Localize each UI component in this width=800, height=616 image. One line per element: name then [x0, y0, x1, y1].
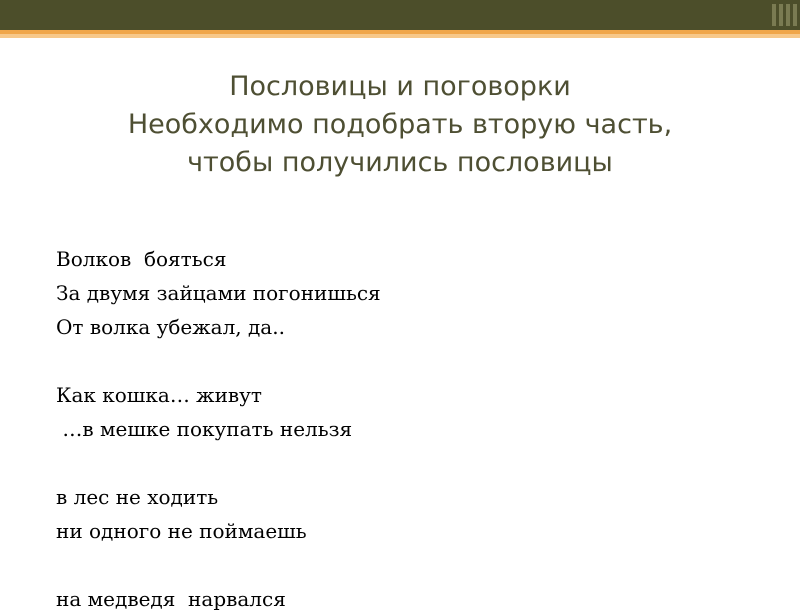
header-band [0, 0, 800, 30]
proverb-line: …в мешке покупать нельзя [56, 417, 353, 441]
proverb-line [56, 548, 756, 582]
slide-title [0, 68, 800, 182]
title-line: чтобы получились пословицы [187, 147, 613, 178]
proverb-line: Волков бояться [56, 247, 227, 271]
proverb-line [56, 344, 756, 378]
proverb-line [56, 446, 756, 480]
corner-stripes-decoration [770, 0, 800, 30]
title-line: Необходимо подобрать вторую часть, [127, 109, 673, 140]
proverb-list [56, 242, 756, 616]
proverb-line: За двумя зайцами погонишься [56, 281, 381, 305]
proverb-line: на медведя нарвался [56, 587, 286, 611]
accent-stripe-light [0, 34, 800, 38]
proverb-line: Как кошка… живут [56, 383, 262, 407]
title-line: Пословицы и поговорки [229, 71, 571, 102]
proverb-line: ни одного не поймаешь [56, 519, 307, 543]
proverb-line: в лес не ходить [56, 485, 219, 509]
proverb-line: От волка убежал, да.. [56, 315, 285, 339]
